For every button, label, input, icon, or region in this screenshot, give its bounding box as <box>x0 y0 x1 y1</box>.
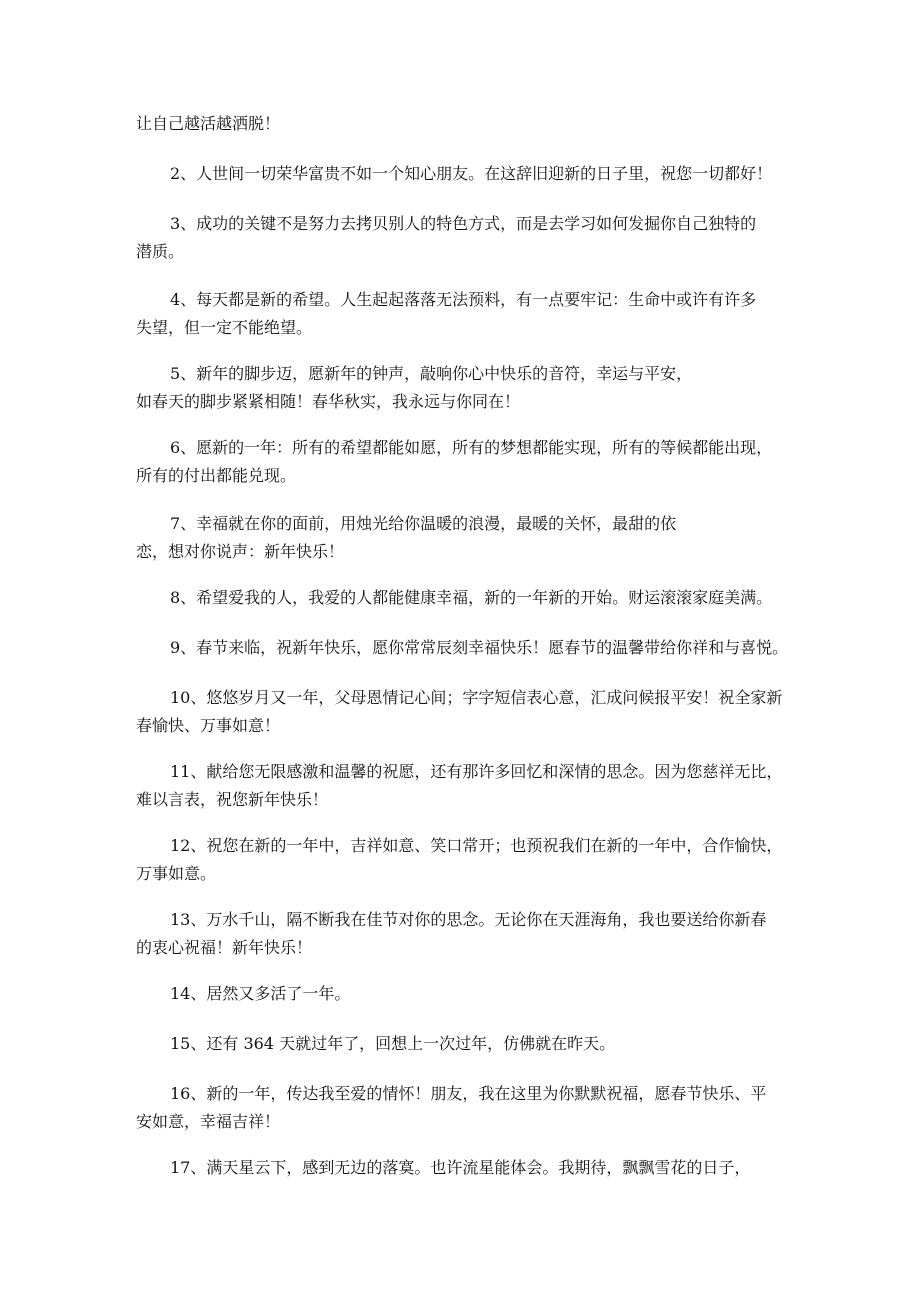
text-line: 7、幸福就在你的面前，用烛光给你温暖的浪漫，最暖的关怀，最甜的依 <box>170 514 677 533</box>
paragraph-14 <box>136 980 816 1008</box>
text-line: 8、希望爱我的人，我爱的人都能健康幸福，新的一年新的开始。财运滚滚家庭美满。 <box>170 588 773 607</box>
text-line: 9、春节来临，祝新年快乐，愿你常常辰刻幸福快乐！愿春节的温馨带给你祥和与喜悦。 <box>170 638 789 657</box>
paragraph-8 <box>136 584 816 612</box>
text-line: 10、悠悠岁月又一年，父母恩情记心间；字字短信表心意，汇成问候报平安！祝全家新 <box>170 688 783 707</box>
text-line: 春愉快、万事如意！ <box>136 716 281 735</box>
text-line: 的衷心祝福！新年快乐！ <box>136 938 313 957</box>
paragraph-3 <box>136 210 816 266</box>
text-line: 安如意，幸福吉祥！ <box>136 1112 281 1131</box>
text-line: 恋，想对你说声：新年快乐！ <box>136 542 345 561</box>
text-line: 3、成功的关键不是努力去拷贝别人的特色方式，而是去学习如何发掘你自己独特的 <box>170 214 757 233</box>
paragraph-4 <box>136 286 816 342</box>
text-line: 16、新的一年，传达我至爱的情怀！朋友，我在这里为你默默祝福，愿春节快乐、平 <box>170 1084 767 1103</box>
paragraph-13 <box>136 906 816 962</box>
text-line: 14、居然又多活了一年。 <box>170 984 351 1003</box>
paragraph-15 <box>136 1030 816 1058</box>
text-line: 让自己越活越洒脱！ <box>136 114 281 133</box>
paragraph-10 <box>136 684 816 740</box>
text-line: 15、还有 364 天就过年了，回想上一次过年，仿佛就在昨天。 <box>170 1034 616 1053</box>
paragraph-2 <box>136 160 816 188</box>
paragraph-7 <box>136 510 816 566</box>
paragraph-9 <box>136 634 816 662</box>
text-line: 17、满天星云下，感到无边的落寞。也许流星能体会。我期待，飘飘雪花的日子， <box>170 1158 751 1177</box>
text-line: 4、每天都是新的希望。人生起起落落无法预料，有一点要牢记：生命中或许有许多 <box>170 290 757 309</box>
text-line: 潜质。 <box>136 242 185 261</box>
paragraph-continuation <box>136 110 816 138</box>
text-line: 12、祝您在新的一年中，吉祥如意、笑口常开；也预祝我们在新的一年中，合作愉快， <box>170 836 783 855</box>
paragraph-11 <box>136 758 816 814</box>
paragraph-16 <box>136 1080 816 1136</box>
paragraph-17 <box>136 1154 816 1182</box>
paragraph-5 <box>136 360 816 416</box>
text-line: 13、万水千山，隔不断我在佳节对你的思念。无论你在天涯海角，我也要送给你新春 <box>170 910 767 929</box>
text-line: 2、人世间一切荣华富贵不如一个知心朋友。在这辞旧迎新的日子里，祝您一切都好！ <box>170 164 773 183</box>
text-line: 11、献给您无限感激和温馨的祝愿，还有那许多回忆和深情的思念。因为您慈祥无比， <box>170 762 783 781</box>
text-line: 6、愿新的一年：所有的希望都能如愿，所有的梦想都能实现，所有的等候都能出现， <box>170 438 773 457</box>
text-line: 难以言表，祝您新年快乐！ <box>136 790 329 809</box>
text-line: 如春天的脚步紧紧相随！春华秋实，我永远与你同在！ <box>136 392 521 411</box>
text-line: 5、新年的脚步迈，愿新年的钟声，敲响你心中快乐的音符，幸运与平安， <box>170 364 693 383</box>
text-line: 万事如意。 <box>136 864 217 883</box>
text-line: 失望，但一定不能绝望。 <box>136 318 313 337</box>
paragraph-12 <box>136 832 816 888</box>
text-line: 所有的付出都能兑现。 <box>136 466 297 485</box>
paragraph-6 <box>136 434 816 490</box>
